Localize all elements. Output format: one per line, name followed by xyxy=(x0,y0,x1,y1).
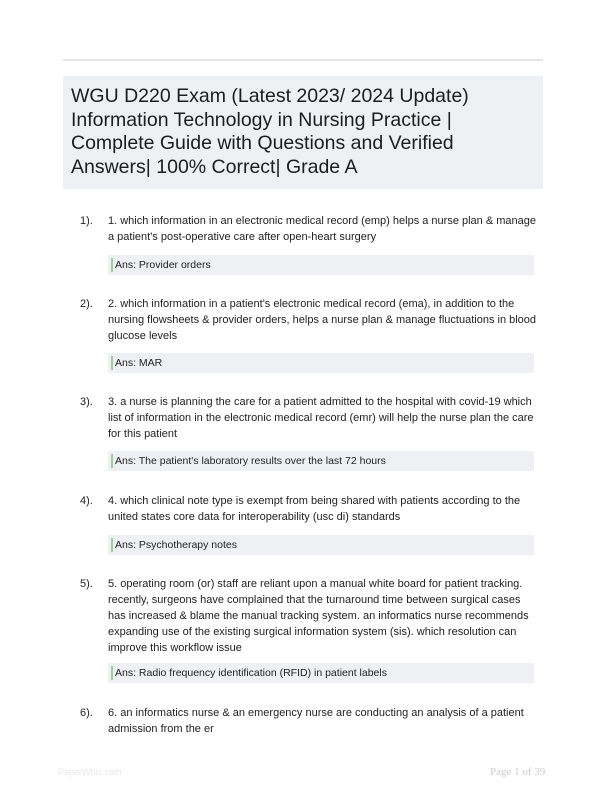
question-text: 5. operating room (or) staff are reliant upon a manual white board for patient tracking. recently, surgeons have complained that the turnaround time between surgical cases has increased & blame the manual tracking system. an informatics nurse recommends expanding use of the existing surgical information system (sis). which resolution can improve this workflow issue xyxy=(108,578,529,654)
question-number: 5). xyxy=(80,578,93,590)
question-number: 2). xyxy=(80,298,93,310)
footer-watermark: PaperWhiz.com xyxy=(58,767,122,777)
question-number: 3). xyxy=(80,396,93,408)
question-number: 4). xyxy=(80,495,93,507)
document-title: WGU D220 Exam (Latest 2023/ 2024 Update) Information Technology in Nursing Practice | Complete Guide with Questions and Verified Answers| 100% Correct| Grade A xyxy=(71,85,469,178)
question-number: 1). xyxy=(80,215,93,227)
title-box xyxy=(63,76,543,189)
top-divider xyxy=(63,59,543,61)
question-text: 3. a nurse is planning the care for a patient admitted to the hospital with covid-19 which list of information in the electronic medical record (emr) will help the nurse plan the care for this patient xyxy=(108,396,534,440)
answer-box: Ans: Radio frequency identification (RFID) in patient labels xyxy=(108,663,534,683)
question-text: 2. which information in a patient's electronic medical record (ema), in addition to the nursing flowsheets & provider orders, helps a nurse plan & manage fluctuations in blood glucose levels xyxy=(108,298,537,342)
page-indicator: Page 1 of 39 xyxy=(490,766,546,778)
question-text: 1. which information in an electronic medical record (emp) helps a nurse plan & manage a patient's post-operative care after open-heart surgery xyxy=(108,215,536,243)
answer-box: Ans: The patient's laboratory results over the last 72 hours xyxy=(108,451,534,471)
question-text: 4. which clinical note type is exempt from being shared with patients according to the united states core data for interoperability (usc di) standards xyxy=(108,495,521,523)
question-number: 6). xyxy=(80,707,93,719)
answer-box: Ans: MAR xyxy=(108,353,534,373)
answer-box: Ans: Psychotherapy notes xyxy=(108,535,534,555)
answer-box: Ans: Provider orders xyxy=(108,255,534,275)
question-text: 6. an informatics nurse & an emergency nurse are conducting an analysis of a patient admission from the er xyxy=(108,707,524,735)
